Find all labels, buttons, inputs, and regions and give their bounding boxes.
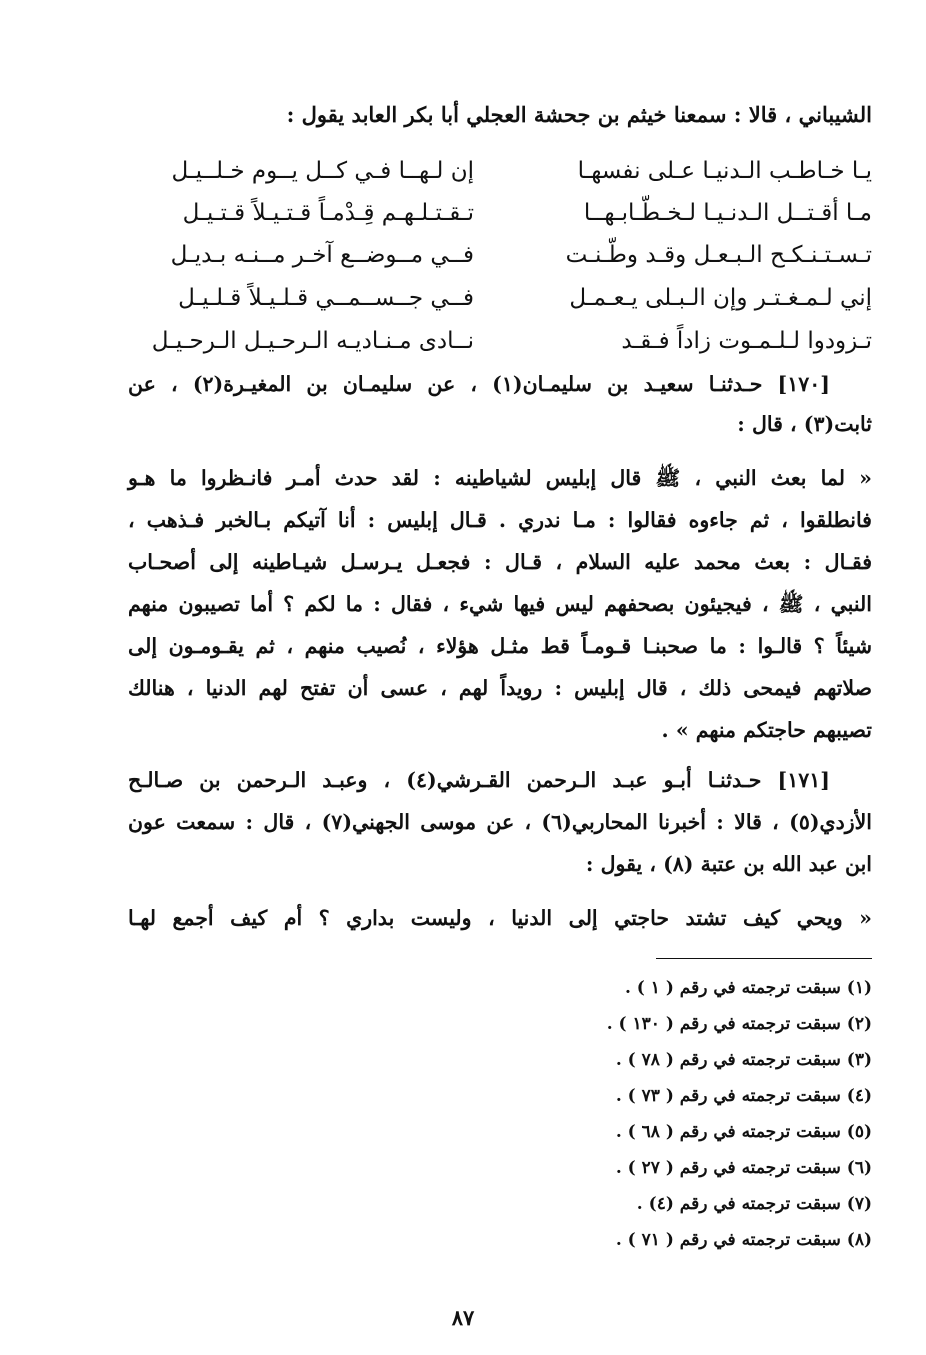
hadith-171-line-2: الأزدي(٥) ، قالا : أخبرنا المحاربي(٦) ، عن موسى الجهني(٧) ، قال : سمعت عون [128,810,872,834]
quote-170-line-1: « لما بعث النبي ، ﷺ قال إبليس لشياطينه : لقد حدث أمـر فانـظروا ما هـو [128,466,872,490]
footnote-1: (١) سبقت ترجمته في رقم ( ١ ) . [624,978,872,998]
verse-2-second: تـقـتـلـهـم قِـدْمـاً قـتـيـلاً قـتـيـل [182,200,474,226]
page-number: ٨٧ [451,1305,475,1330]
verse-3-first: تـسـتـنـكـح الـبـعـل وقـد وطّـنـت [565,242,872,268]
footnote-6: (٦) سبقت ترجمته في رقم ( ٢٧ ) . [615,1158,872,1178]
verse-3-second: فــي مــوضــع آخـر مــنـه بـديـل [170,242,474,268]
footnote-7: (٧) سبقت ترجمته في رقم (٤) . [636,1194,872,1214]
quote-170-line-3: فقـال : بعث محمد عليه السلام ، قـال : فجعـل يـرسـل شيـاطينه إلى أصحـاب [128,550,872,574]
hadith-170-line-1: [١٧٠] حـدثنـا سعيـد بن سليمـان(١) ، عن سليمـان بن المغيـرة(٢) ، عن [128,372,830,396]
footnote-divider [656,958,872,959]
hadith-171-line-3: ابن عبد الله بن عتبة (٨) ، يقول : [585,852,872,876]
quote-171-line-1: « ويحي كيف تشتد حاجتي إلى الدنيا ، وليست بداري ؟ أم كيف أجمع لهـا [128,906,872,930]
footnote-4: (٤) سبقت ترجمته في رقم ( ٧٣ ) . [615,1086,872,1106]
quote-170-line-7: تصيبهم حاجتكم منهم » . [661,718,872,742]
quote-170-line-6: صلاتهم فيمحى ذلك ، قال إبليس : رويداً لهم ، عسى أن تفتح لهم الدنيا ، هنالك [128,676,872,700]
verse-5-first: تـزودوا لـلـمـوت زاداً فـقـد [621,328,872,354]
verse-4-first: إني لـمـغـتـر وإن الـبـلى يـعـمـل [569,285,872,311]
footnote-8: (٨) سبقت ترجمته في رقم ( ٧١ ) . [615,1230,872,1250]
footnote-2: (٢) سبقت ترجمته في رقم ( ١٣٠ ) . [606,1014,872,1034]
verse-1-first: يـا خـاطـب الـدنيـا عـلى نفسهـا [577,158,872,184]
quote-170-line-5: شيئاً ؟ قالـوا : ما صحبنـا قـومـاً قط مثـل هؤلاء ، نُصيب منهم ، ثم يقـومـون إلى [128,634,872,658]
verse-1-second: إن لـهــا فـي كــل يــوم خـلــيـل [171,158,474,184]
verse-2-first: مـا أقـتــل الـدنـيـا لـخـطّـابـهــا [583,200,872,226]
quote-170-line-4: النبي ، ﷺ ، فيجيئون بصحفهم ليس فيها شيء ، فقال : ما لكم ؟ أما تصيبون منهم [128,592,872,616]
hadith-170-line-2: ثابت(٣) ، قال : [737,412,872,436]
footnote-5: (٥) سبقت ترجمته في رقم ( ٦٨ ) . [615,1122,872,1142]
hadith-171-line-1: [١٧١] حـدثنـا أبـو عبـد الـرحمن القـرشي(٤) ، وعبـد الـرحمن بن صـالـح [128,768,830,792]
quote-170-line-2: فانطلقوا ، ثم جاءوه فقالوا : مـا ندري . قـال إبليس : أنا آتيكم بـالخبر فـذهب ، [128,508,872,532]
verse-4-second: فــي جــســمــي قـلـيـلاً قـلـيـل [178,285,474,311]
intro-line: الشيباني ، قالا : سمعنا خيثم بن جحشة العجلي أبا بكر العابد يقول : [286,102,872,127]
verse-5-second: نــادى مـنـاديـه الـرحـيـل الـرحـيـل [151,328,474,354]
footnote-3: (٣) سبقت ترجمته في رقم ( ٧٨ ) . [615,1050,872,1070]
